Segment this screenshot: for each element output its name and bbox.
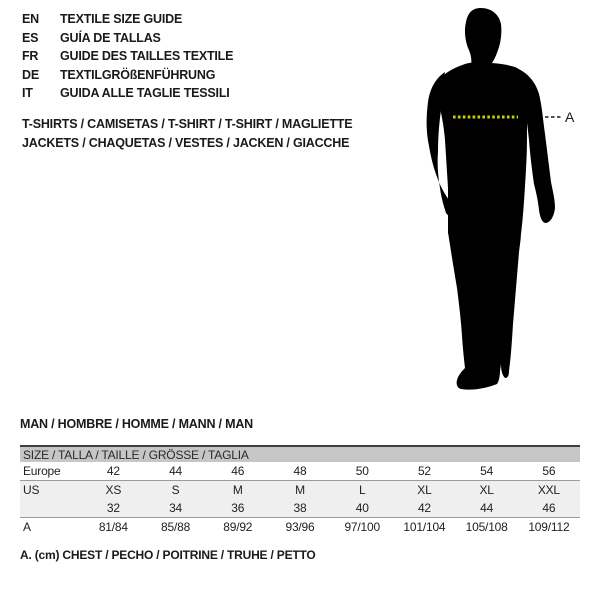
table-header-cell: SIZE / TALLA / TAILLE / GRÖSSE / TAGLIA <box>20 446 580 462</box>
cell: 38 <box>269 499 331 518</box>
cell: 54 <box>456 462 518 481</box>
cell: M <box>207 481 269 500</box>
table-header-row <box>20 446 580 462</box>
cell: 42 <box>82 462 144 481</box>
cell: 48 <box>269 462 331 481</box>
lang-label: GUIDE DES TAILLES TEXTILE <box>60 49 234 64</box>
measurement-footnote: A. (cm) CHEST / PECHO / POITRINE / TRUHE / PETTO <box>20 548 316 562</box>
cell: 93/96 <box>269 518 331 537</box>
silhouette-head <box>465 8 501 69</box>
man-silhouette <box>415 4 600 396</box>
size-table <box>20 445 580 536</box>
category-jackets: JACKETS / CHAQUETAS / VESTES / JACKEN / GIACCHE <box>22 136 350 150</box>
lang-code: IT <box>22 86 33 101</box>
cell: 42 <box>393 499 455 518</box>
lang-row-de <box>22 66 233 85</box>
lang-code: DE <box>22 67 39 82</box>
lang-row-en <box>22 10 233 29</box>
table-row-europe <box>20 462 580 481</box>
row-label: Europe <box>20 462 82 481</box>
cell: 50 <box>331 462 393 481</box>
silhouette-legs <box>448 232 521 390</box>
cell: 101/104 <box>393 518 455 537</box>
measure-label-a: A <box>565 109 575 125</box>
cell: 56 <box>518 462 580 481</box>
cell: 109/112 <box>518 518 580 537</box>
lang-code: FR <box>22 49 39 64</box>
section-title-man: MAN / HOMBRE / HOMME / MANN / MAN <box>20 417 253 431</box>
lang-code: EN <box>22 12 39 27</box>
cell: S <box>144 481 206 500</box>
table-row-chest-a <box>20 518 580 537</box>
lang-row-it <box>22 84 233 103</box>
cell: 85/88 <box>144 518 206 537</box>
row-label: US <box>20 481 82 500</box>
cell: 34 <box>144 499 206 518</box>
cell: XS <box>82 481 144 500</box>
cell: 46 <box>518 499 580 518</box>
cell: XXL <box>518 481 580 500</box>
table-row-us <box>20 481 580 500</box>
category-tshirts: T-SHIRTS / CAMISETAS / T-SHIRT / T-SHIRT / MAGLIETTE <box>22 117 353 131</box>
size-figure <box>415 4 600 396</box>
lang-row-fr <box>22 47 233 66</box>
lang-label: TEXTILE SIZE GUIDE <box>60 12 183 27</box>
cell: XL <box>456 481 518 500</box>
cell: 89/92 <box>207 518 269 537</box>
cell: 44 <box>456 499 518 518</box>
cell: 40 <box>331 499 393 518</box>
row-label: A <box>20 518 82 537</box>
lang-row-es <box>22 29 233 48</box>
language-legend <box>22 10 233 103</box>
lang-code: ES <box>22 30 39 45</box>
lang-label: GUIDA ALLE TAGLIE TESSILI <box>60 86 230 101</box>
cell: 44 <box>144 462 206 481</box>
table-row-numeric <box>20 499 580 518</box>
row-label <box>20 499 82 518</box>
cell: 46 <box>207 462 269 481</box>
cell: 97/100 <box>331 518 393 537</box>
lang-label: GUÍA DE TALLAS <box>60 30 161 45</box>
cell: 32 <box>82 499 144 518</box>
cell: 52 <box>393 462 455 481</box>
lang-label: TEXTILGRÖßENFÜHRUNG <box>60 67 216 82</box>
cell: 105/108 <box>456 518 518 537</box>
cell: M <box>269 481 331 500</box>
garment-categories <box>22 115 352 153</box>
cell: XL <box>393 481 455 500</box>
cell: L <box>331 481 393 500</box>
cell: 36 <box>207 499 269 518</box>
cell: 81/84 <box>82 518 144 537</box>
